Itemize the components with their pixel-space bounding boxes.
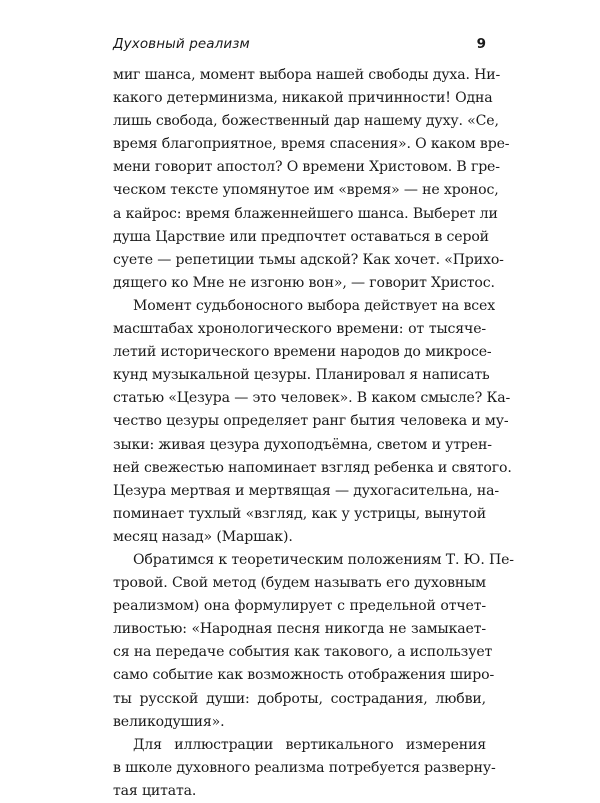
paragraph-2-line-4: кунд музыкальной цезуры. Планировал я написать — [113, 367, 490, 384]
paragraph-2-line-2: масштабах хронологического времени: от тысяче- — [113, 321, 486, 338]
paragraph-3-line-3: реализмом) она формулирует с предельной отчет- — [113, 598, 486, 615]
paragraph-3-line-4: ливостью: «Народная песня никогда не замыкает- — [113, 621, 486, 638]
page-number: 9 — [476, 36, 486, 52]
running-title: Духовный реализм — [113, 36, 250, 52]
paragraph-1-line-5: мени говорит апостол? О времени Христовом. В гре- — [113, 159, 500, 176]
paragraph-2-line-11: месяц назад» (Маршак). — [113, 528, 293, 545]
paragraph-3-line-1: Обратимся к теоретическим положениям Т. Ю. Пе- — [133, 551, 514, 568]
paragraph-4-line-2: в школе духовного реализма потребуется разверну- — [113, 759, 496, 776]
paragraph-2-line-8: ней свежестью напоминает взгляд ребенка и святого. — [113, 459, 512, 476]
running-head — [113, 36, 486, 56]
paragraph-1-line-9: суете — репетиции тьмы адской? Как хочет. «Прихо- — [113, 251, 504, 268]
paragraph-2-line-6: чество цезуры определяет ранг бытия человека и му- — [113, 413, 509, 430]
paragraph-1-line-7: а кайрос: время блаженнейшего шанса. Выберет ли — [113, 205, 498, 222]
paragraph-2-line-3: летий исторического времени народов до микросе- — [113, 344, 492, 361]
paragraph-1-line-8: душа Царствие или предпочтет оставаться в серой — [113, 228, 489, 245]
paragraph-1-line-6: ческом тексте упомянутое им «время» — не хронос, — [113, 182, 499, 199]
paragraph-2-line-5: статью «Цезура — это человек». В каком смысле? Ка- — [113, 390, 511, 407]
paragraph-2-line-7: зыки: живая цезура духоподъёмна, светом и утрен- — [113, 436, 492, 453]
paragraph-1-line-1: миг шанса, момент выбора нашей свободы духа. Ни- — [113, 67, 501, 83]
paragraph-4-line-1: Для иллюстрации вертикального измерения — [133, 736, 486, 753]
body-text — [113, 64, 514, 803]
paragraph-2-line-1: Момент судьбоносного выбора действует на всех — [133, 297, 496, 314]
paragraph-3-line-2: тровой. Свой метод (будем называть его духовным — [113, 575, 486, 592]
paragraph-4-line-3: тая цитата. — [113, 782, 197, 799]
paragraph-1-line-2: какого детерминизма, никакой причинности! Одна — [113, 90, 493, 107]
paragraph-2-line-10: поминает тухлый «взгляд, как у устрицы, вынутой — [113, 505, 486, 522]
paragraph-3-line-5: ся на передаче события как такового, а использует — [113, 644, 493, 661]
paragraph-1-line-10: дящего ко Мне не изгоню вон», — говорит Христос. — [113, 274, 495, 291]
paragraph-3-line-6: само событие как возможность отображения широ- — [113, 667, 495, 684]
paragraph-2-line-9: Цезура мертвая и мертвящая — духогасительна, на- — [113, 482, 499, 499]
paragraph-1-line-4: время благоприятное, время спасения». О каком вре- — [113, 136, 510, 153]
paragraph-3-line-8: великодушия». — [113, 713, 225, 730]
paragraph-3-line-7: ты русской души: доброты, сострадания, любви, — [113, 690, 486, 707]
paragraph-1-line-3: лишь свобода, божественный дар нашему духу. «Се, — [113, 113, 499, 130]
